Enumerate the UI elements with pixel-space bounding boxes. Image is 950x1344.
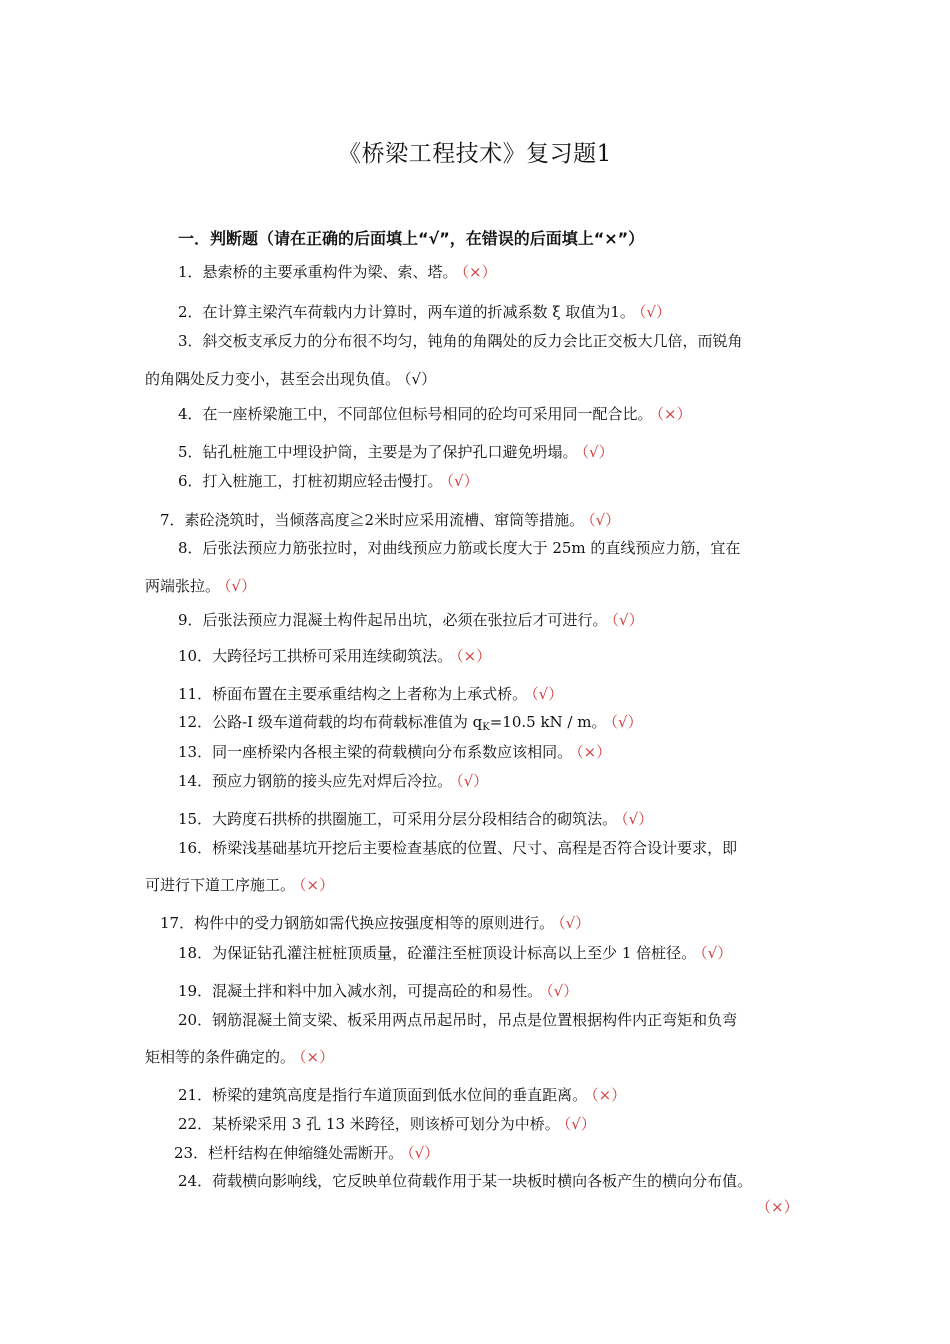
answer-mark: （√） (610, 713, 643, 731)
answer-mark: （√） (563, 1115, 596, 1133)
question-19: 19．混凝土拌和料中加入减水剂，可提高砼的和易性。 （√） (178, 982, 579, 1000)
answer-mark: （√） (611, 611, 644, 629)
answer-mark: （×） (591, 1086, 627, 1104)
question-1: 1．悬索桥的主要承重构件为梁、索、塔。 （×） (178, 263, 497, 281)
answer-mark: （×） (456, 647, 492, 665)
answer-mark: （×） (461, 263, 497, 281)
question-14: 14．预应力钢筋的接头应先对焊后冷拉。 （√） (178, 772, 489, 790)
question-11: 11．桥面布置在主要承重结构之上者称为上承式桥。 （√） (178, 685, 564, 703)
question-13: 13．同一座桥梁内各根主梁的荷载横向分布系数应该相同。 （×） (178, 743, 612, 761)
answer-mark: （√） (531, 685, 564, 703)
answer-mark: （√） (546, 982, 579, 1000)
answer-mark: （√） (404, 370, 437, 388)
answer-mark: （×） (299, 1048, 335, 1066)
question-16-continued: 可进行下道工序施工。 （×） (145, 876, 335, 894)
answer-mark: （×） (656, 405, 692, 423)
answer-mark: （√） (224, 577, 257, 595)
page-title: 《桥梁工程技术》复习题1 (338, 141, 612, 167)
question-18: 18．为保证钻孔灌注桩桩顶质量，砼灌注至桩顶设计标高以上至少 1 倍桩径。 （√） (178, 944, 733, 962)
question-3: 3．斜交板支承反力的分布很不均匀，钝角的角隅处的反力会比正交板大几倍，而锐角 (178, 332, 743, 350)
question-24: 24．荷载横向影响线，它反映单位荷载作用于某一块板时横向各板产生的横向分布值。 (178, 1172, 753, 1190)
question-8: 8．后张法预应力筋张拉时，对曲线预应力筋或长度大于 25m 的直线预应力筋，宜在 (178, 539, 741, 557)
answer-mark: （×） (576, 743, 612, 761)
question-5: 5．钻孔桩施工中埋设护筒，主要是为了保护孔口避免坍塌。 （√） (178, 443, 614, 461)
question-4: 4．在一座桥梁施工中，不同部位但标号相同的砼均可采用同一配合比。 （×） (178, 405, 692, 423)
answer-mark: （√） (588, 511, 621, 529)
question-3-continued: 的角隅处反力变小，甚至会出现负值。 （√） (145, 370, 437, 388)
answer-mark: （√） (446, 472, 479, 490)
question-23: 23．栏杆结构在伸缩缝处需断开。 （√） (174, 1144, 440, 1162)
answer-mark: （√） (581, 443, 614, 461)
question-2: 2．在计算主梁汽车荷载内力计算时，两车道的折减系数 ξ 取值为1。 （√） (178, 303, 671, 321)
question-22: 22．某桥梁采用 3 孔 13 米跨径，则该桥可划分为中桥。 （√） (178, 1115, 596, 1133)
answer-mark: （×） (756, 1198, 799, 1216)
question-8-continued: 两端张拉。 （√） (145, 577, 257, 595)
answer-mark: （√） (700, 944, 733, 962)
question-15: 15．大跨度石拱桥的拱圈施工，可采用分层分段相结合的砌筑法。 （√） (178, 810, 654, 828)
question-24-answer (752, 1197, 799, 1217)
question-16: 16．桥梁浅基础基坑开挖后主要检查基底的位置、尺寸、高程是否符合设计要求，即 (178, 839, 738, 857)
question-17: 17．构件中的受力钢筋如需代换应按强度相等的原则进行。 （√） (160, 914, 591, 932)
question-10: 10．大跨径圬工拱桥可采用连续砌筑法。 （×） (178, 647, 492, 665)
question-9: 9．后张法预应力混凝土构件起吊出坑，必须在张拉后才可进行。 （√） (178, 611, 644, 629)
answer-mark: （√） (407, 1144, 440, 1162)
question-21: 21．桥梁的建筑高度是指行车道顶面到低水位间的垂直距离。 （×） (178, 1086, 627, 1104)
answer-mark: （√） (621, 810, 654, 828)
question-7: 7．素砼浇筑时，当倾落高度≧2米时应采用流槽、窜筒等措施。 （√） (160, 511, 621, 529)
question-20-continued: 矩相等的条件确定的。 （×） (145, 1048, 335, 1066)
answer-mark: （√） (456, 772, 489, 790)
question-6: 6．打入桩施工，打桩初期应轻击慢打。 （√） (178, 472, 479, 490)
answer-mark: （√） (558, 914, 591, 932)
section-heading: 一．判断题（请在正确的后面填上“√”，在错误的后面填上“×”） (178, 229, 645, 248)
question-20: 20．钢筋混凝土简支梁、板采用两点吊起吊时，吊点是位置根据构件内正弯矩和负弯 (178, 1011, 738, 1029)
answer-mark: （×） (299, 876, 335, 894)
answer-mark: （√） (638, 303, 671, 321)
question-12: 12．公路-I 级车道荷载的均布荷载标准值为 $q_K=10.5$ kN / m。 （√） (178, 713, 643, 733)
